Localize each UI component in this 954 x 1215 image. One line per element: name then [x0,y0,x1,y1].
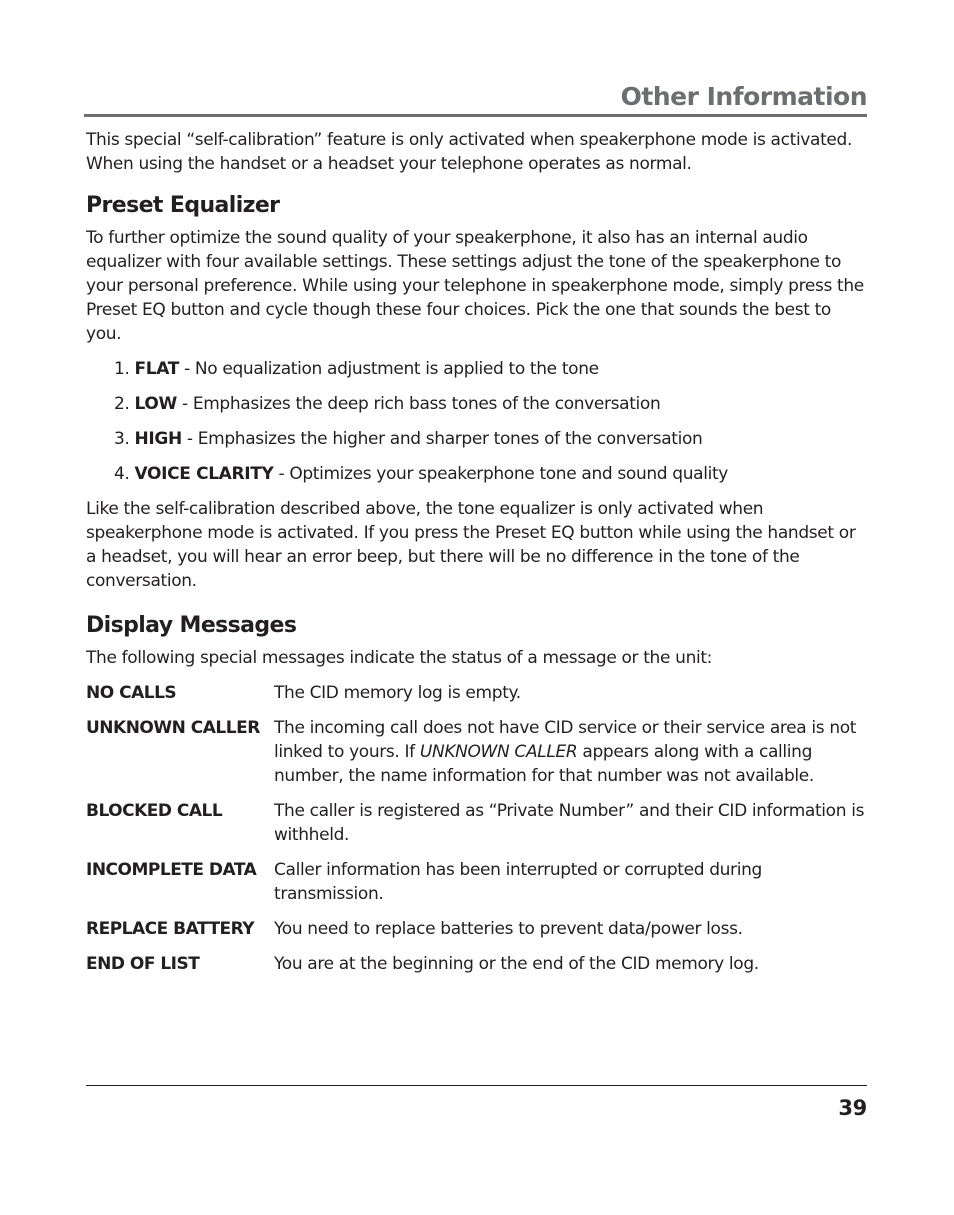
message-description-text: The incoming call does not have CID service or their service area is not linked to yours. If [274,718,857,762]
header-rule [84,114,867,117]
message-description: You need to replace batteries to prevent data/power loss. [274,919,743,939]
manual-page [86,0,867,1215]
list-number: 2. [114,394,130,414]
message-term: REPLACE BATTERY [86,919,255,939]
message-row-blocked-call [86,799,867,847]
setting-term: VOICE CLARITY [134,464,274,484]
setting-description: - No equalization adjustment is applied to the tone [179,359,599,379]
preset-equalizer-heading: Preset Equalizer [86,193,280,218]
page-content [86,128,867,987]
message-row-incomplete-data [86,858,867,906]
message-term: UNKNOWN CALLER [86,718,260,738]
footer-rule [86,1085,867,1086]
setting-term: HIGH [134,429,182,449]
display-messages-intro: The following special messages indicate the status of a message or the unit: [86,648,713,668]
preset-equalizer-paragraph: To further optimize the sound quality of your speakerphone, it also has an internal audio equalizer with four available settings. These settings adjust the tone of the speakerphone to your personal preference. While using your telephone in speakerphone mode, simply press the Preset EQ button and cycle though these four choices. Pick the one that sounds the best to you. [86,228,864,344]
setting-description: - Optimizes your speakerphone tone and sound quality [273,464,728,484]
message-description [274,716,867,788]
setting-term: FLAT [134,359,180,379]
equalizer-setting-high [114,427,867,451]
message-term: END OF LIST [86,954,200,974]
message-description-text: appears along with a calling number, the name information for that number was not available. [274,742,814,786]
equalizer-settings-list [86,357,867,486]
message-row-no-calls [86,681,867,705]
equalizer-setting-low [114,392,867,416]
message-row-replace-battery [86,917,867,941]
setting-term: LOW [134,394,177,414]
equalizer-setting-voice-clarity [114,462,867,486]
message-description: Caller information has been interrupted or corrupted during transmission. [274,860,762,904]
message-term: NO CALLS [86,683,177,703]
message-row-unknown-caller [86,716,867,788]
message-description-italic: UNKNOWN CALLER [419,742,578,762]
message-description: The CID memory log is empty. [274,683,521,703]
equalizer-setting-flat [114,357,867,381]
message-term: BLOCKED CALL [86,801,223,821]
message-term: INCOMPLETE DATA [86,860,257,880]
page-number: 39 [838,1096,867,1120]
message-description: You are at the beginning or the end of the CID memory log. [274,954,759,974]
setting-description: - Emphasizes the deep rich bass tones of the conversation [176,394,661,414]
section-header-title: Other Information [620,82,867,111]
message-row-end-of-list [86,952,867,976]
equalizer-closing-paragraph: Like the self-calibration described above, the tone equalizer is only activated when speakerphone mode is activated. If you press the Preset EQ button while using the handset or a headset, you will hear an error beep, but there will be no difference in the tone of the conversation. [86,499,856,591]
intro-paragraph: This special “self-calibration” feature is only activated when speakerphone mode is activated. When using the handset or a headset your telephone operates as normal. [86,130,853,174]
list-number: 4. [114,464,130,484]
list-number: 3. [114,429,130,449]
setting-description: - Emphasizes the higher and sharper tones of the conversation [181,429,703,449]
list-number: 1. [114,359,130,379]
display-messages-heading: Display Messages [86,613,297,638]
message-description: The caller is registered as “Private Number” and their CID information is withheld. [274,801,865,845]
